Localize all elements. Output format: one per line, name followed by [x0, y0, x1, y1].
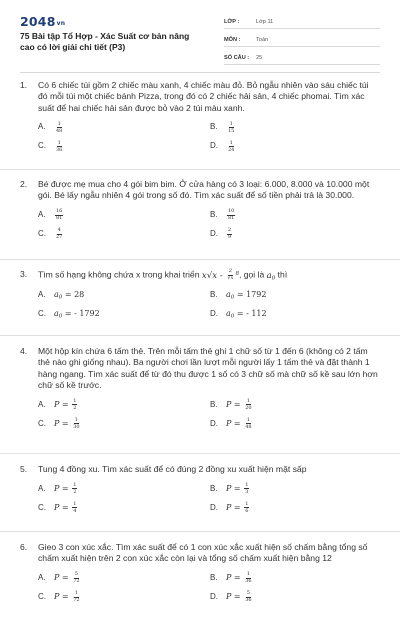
fraction — [72, 502, 77, 514]
answer-option-d[interactable] — [210, 414, 382, 433]
option-value — [54, 502, 78, 514]
fraction-denominator: 4 — [73, 507, 77, 514]
answer-option-b[interactable] — [210, 569, 382, 588]
option-expression: = - 1792 — [64, 309, 100, 319]
fraction-denominator: 81 — [228, 215, 235, 222]
option-letter: D. — [210, 418, 218, 428]
answer-option-a[interactable] — [38, 479, 210, 498]
option-letter: D. — [210, 591, 218, 601]
question-text-before: Tìm số hạng không chứa x trong khai triển — [38, 269, 200, 280]
meta-label: MÔN : — [224, 36, 241, 43]
fraction-numerator: 1 — [74, 590, 78, 597]
option-prefix: P = — [54, 399, 69, 409]
fraction — [227, 122, 235, 134]
site-logo[interactable] — [20, 14, 65, 31]
option-value — [226, 122, 236, 134]
option-letter: C. — [38, 418, 46, 428]
fraction — [244, 591, 252, 603]
question-number: 6. — [20, 542, 28, 552]
fraction-denominator: 27 — [56, 234, 63, 241]
option-letter: C. — [38, 309, 46, 319]
fraction — [244, 502, 249, 514]
answer-option-a[interactable] — [38, 395, 210, 414]
fraction-denominator: 36 — [245, 578, 252, 585]
meta-row-class — [224, 13, 380, 29]
answer-option-d[interactable] — [210, 588, 382, 607]
coefficient-symbol — [226, 309, 234, 321]
question-number: 5. — [20, 464, 28, 474]
fraction — [72, 572, 80, 584]
option-value — [54, 483, 78, 495]
option-value — [54, 591, 82, 603]
fraction — [72, 483, 77, 495]
question-2 — [0, 170, 400, 260]
fraction-denominator: 36 — [56, 146, 63, 153]
answer-option-d[interactable] — [210, 305, 382, 324]
option-letter: B. — [210, 572, 218, 582]
fraction-denominator: 3 — [245, 488, 249, 495]
fraction-numerator: 1 — [229, 139, 233, 146]
fraction-numerator: 1 — [246, 397, 250, 404]
fraction-numerator: 5 — [246, 590, 250, 597]
fraction-denominator: √x — [227, 275, 234, 281]
fraction — [244, 418, 252, 430]
option-prefix: P = — [226, 418, 241, 428]
var-subscript: 0 — [230, 294, 235, 301]
option-value — [54, 309, 100, 321]
option-value — [54, 572, 82, 584]
var-name: a — [54, 289, 59, 299]
option-value — [54, 418, 82, 430]
answer-option-b[interactable] — [210, 286, 382, 305]
option-value — [54, 141, 64, 153]
fraction-numerator: 1 — [246, 416, 250, 423]
fraction — [227, 141, 235, 153]
option-value — [226, 309, 267, 321]
coefficient-symbol — [267, 271, 276, 281]
option-letter: A. — [38, 483, 46, 493]
answer-options — [38, 479, 380, 517]
answer-option-c[interactable] — [38, 588, 210, 607]
fraction — [244, 399, 252, 411]
option-letter: A. — [38, 572, 46, 582]
option-value — [226, 572, 254, 584]
option-value — [54, 290, 84, 302]
option-expression: = 28 — [64, 290, 85, 300]
fraction-numerator: 1 — [73, 500, 77, 507]
fraction-denominator: 72 — [73, 578, 80, 585]
option-value — [226, 483, 250, 495]
answer-option-b[interactable] — [210, 395, 382, 414]
meta-value: Toán — [256, 36, 269, 43]
coefficient-symbol — [226, 290, 234, 302]
option-prefix: P = — [54, 502, 69, 512]
option-value — [54, 209, 64, 221]
expression-power: 8 — [235, 270, 239, 277]
answer-option-a[interactable] — [38, 118, 210, 137]
fraction-denominator: 30 — [73, 423, 80, 430]
fraction — [55, 141, 63, 153]
fraction-denominator: 20 — [245, 404, 252, 411]
fraction-denominator: 2 — [73, 488, 77, 495]
answer-option-d[interactable] — [210, 137, 382, 156]
fraction-denominator: 48 — [245, 423, 252, 430]
answer-option-b[interactable] — [210, 479, 382, 498]
fraction — [244, 483, 249, 495]
fraction — [72, 418, 80, 430]
fraction-denominator: 24 — [228, 146, 235, 153]
option-prefix: P = — [226, 483, 241, 493]
answer-option-a[interactable] — [38, 569, 210, 588]
option-letter: B. — [210, 290, 218, 300]
expression-minus: - — [219, 270, 223, 281]
question-text: Có 6 chiếc túi gồm 2 chiếc màu xanh, 4 chiếc màu đỏ. Bỏ ngẫu nhiên vào sáu chiếc túi đó mỗi túi một chiếc bánh Pizza, trong đó có 2 chiếc hải sản, 4 chiếc phomai. Tìm xác suất để hai chiếc hải sản được bỏ vào 2 túi màu xanh. — [38, 80, 369, 113]
option-prefix: P = — [226, 572, 241, 582]
option-letter: A. — [38, 209, 46, 219]
meta-value: Lớp 11 — [256, 18, 274, 25]
coefficient-symbol — [54, 309, 62, 321]
option-letter: C. — [38, 502, 46, 512]
var-subscript: 0 — [230, 313, 235, 320]
answer-options — [38, 118, 380, 156]
page-header — [0, 0, 400, 70]
fraction-numerator: 1 — [245, 500, 249, 507]
question-3 — [0, 260, 400, 336]
fraction-numerator: 1 — [74, 416, 78, 423]
question-1 — [0, 77, 400, 170]
var-subscript: 0 — [58, 313, 63, 320]
answer-option-c[interactable] — [38, 414, 210, 433]
option-expression: = - 112 — [236, 309, 267, 319]
fraction-denominator: 9 — [228, 234, 232, 241]
question-text: Tung 4 đồng xu. Tìm xác suất để có đúng 2 đồng xu xuất hiện mặt sấp — [38, 464, 307, 474]
meta-value: 25 — [256, 54, 263, 61]
fraction — [55, 122, 63, 134]
fraction-numerator: 4 — [57, 227, 61, 234]
fraction-numerator: 10 — [228, 208, 235, 215]
fraction-denominator: 2 — [73, 404, 77, 411]
option-expression: = 1792 — [236, 290, 267, 300]
option-letter: B. — [210, 122, 218, 132]
fraction — [227, 228, 232, 240]
option-prefix: P = — [54, 572, 69, 582]
option-letter: C. — [38, 228, 46, 238]
option-letter: D. — [210, 502, 218, 512]
option-letter: D. — [210, 309, 218, 319]
answer-option-a[interactable] — [38, 206, 210, 225]
answer-option-d[interactable] — [210, 225, 382, 244]
option-value — [54, 228, 64, 240]
option-value — [226, 209, 236, 221]
fraction-numerator: 1 — [245, 481, 249, 488]
var-subscript: 0 — [271, 275, 276, 281]
fraction-numerator: 2 — [228, 268, 233, 274]
var-subscript: 0 — [58, 294, 63, 301]
var-name: a — [54, 308, 59, 318]
answer-options — [38, 395, 380, 433]
answer-options — [38, 286, 380, 324]
question-6 — [0, 532, 400, 624]
option-value — [54, 399, 78, 411]
option-prefix: P = — [226, 399, 241, 409]
meta-label: SỐ CÂU : — [224, 54, 250, 61]
question-5 — [0, 454, 400, 532]
fraction — [226, 269, 234, 281]
answer-options — [38, 206, 380, 244]
fraction-numerator: 1 — [246, 571, 250, 578]
fraction-denominator: 48 — [56, 127, 63, 134]
question-number: 2. — [20, 179, 28, 189]
option-letter: A. — [38, 399, 46, 409]
fraction-numerator: 1 — [73, 481, 77, 488]
option-prefix: P = — [54, 591, 69, 601]
question-4 — [0, 336, 400, 454]
option-value — [226, 502, 250, 514]
option-letter: A. — [38, 290, 46, 300]
answer-option-c[interactable] — [38, 137, 210, 156]
fraction-denominator: 36 — [245, 597, 252, 604]
fraction-numerator: 1 — [57, 120, 61, 127]
fraction-denominator: 72 — [73, 597, 80, 604]
question-text-end: thì — [277, 269, 288, 280]
answer-option-b[interactable] — [210, 118, 382, 137]
logo-suffix: vn — [56, 20, 66, 27]
question-text: Một hộp kín chứa 6 tấm thẻ. Trên mỗi tấm thẻ ghi 1 chữ số từ 1 đến 6 (không có 2 tấm thẻ nào ghi giống nhau). Ba người chơi lần lượt mỗi người lấy 1 tấm thẻ và đặt thành 1 hàng ngang. Tìm xác suất để từ đó thu được 1 số có 3 chữ số mà chữ số kề sau lớn hơn chữ số kề trước. — [38, 346, 378, 391]
meta-row-subject — [224, 31, 380, 47]
logo-text: 2048 — [20, 14, 56, 29]
var-name: a — [226, 308, 231, 318]
question-number: 3. — [20, 269, 28, 279]
option-letter: A. — [38, 122, 46, 132]
fraction — [244, 572, 252, 584]
answer-option-c[interactable] — [38, 498, 210, 517]
fraction-denominator: 81 — [56, 215, 63, 222]
question-number: 1. — [20, 80, 28, 90]
fraction-numerator: 16 — [56, 208, 63, 215]
fraction-denominator: 15 — [228, 127, 235, 134]
option-prefix: P = — [54, 483, 69, 493]
option-prefix: P = — [226, 502, 241, 512]
option-value — [54, 122, 64, 134]
fraction-numerator: 1 — [229, 120, 233, 127]
document-title: 75 Bài tập Tổ Hợp - Xác Suất cơ bản nâng cao có lời giải chi tiết (P3) — [20, 31, 190, 53]
var-name: a — [226, 289, 231, 299]
question-text: Bé được mẹ mua cho 4 gói bim bim. Ở cửa hàng có 3 loại: 6.000, 8.000 và 10.000 một gói. Bé lấy ngẫu nhiên 4 gói trong số đó. Tìm xác suất để số tiền phải trả là 30.000. — [38, 179, 370, 201]
header-divider — [20, 72, 380, 73]
fraction-numerator: 2 — [228, 227, 232, 234]
option-value — [226, 399, 254, 411]
binomial-expression — [201, 268, 239, 281]
option-letter: B. — [210, 483, 218, 493]
option-letter: B. — [210, 209, 218, 219]
option-value — [226, 228, 233, 240]
coefficient-symbol — [54, 290, 62, 302]
answer-option-c[interactable] — [38, 225, 210, 244]
option-value — [226, 591, 254, 603]
option-prefix: P = — [54, 418, 69, 428]
answer-options — [38, 569, 380, 607]
document-meta — [224, 13, 380, 67]
option-letter: D. — [210, 141, 218, 151]
option-letter: D. — [210, 228, 218, 238]
answer-option-a[interactable] — [38, 286, 210, 305]
option-value — [226, 418, 254, 430]
fraction — [227, 209, 235, 221]
fraction-numerator: 1 — [73, 397, 77, 404]
meta-row-question-count — [224, 49, 380, 65]
answer-option-d[interactable] — [210, 498, 382, 517]
option-value — [226, 290, 266, 302]
fraction-numerator: 1 — [57, 139, 61, 146]
option-letter: C. — [38, 141, 46, 151]
answer-option-b[interactable] — [210, 206, 382, 225]
fraction-numerator: 5 — [74, 571, 78, 578]
question-number: 4. — [20, 346, 28, 356]
question-text-after: , gọi là — [238, 269, 265, 280]
expression-base: x√x — [201, 270, 218, 281]
fraction — [72, 591, 80, 603]
fraction — [55, 228, 63, 240]
question-list — [0, 77, 400, 624]
meta-label: LỚP : — [224, 18, 240, 25]
fraction-denominator: 6 — [245, 507, 249, 514]
fraction — [55, 209, 63, 221]
option-letter: C. — [38, 591, 46, 601]
question-text — [38, 269, 380, 282]
option-letter: B. — [210, 399, 218, 409]
answer-option-c[interactable] — [38, 305, 210, 324]
var-name: a — [266, 270, 272, 281]
option-value — [226, 141, 236, 153]
fraction — [72, 399, 77, 411]
option-prefix: P = — [226, 591, 241, 601]
question-text: Gieo 3 con xúc xắc. Tìm xác suất để có 1 con xúc xắc xuất hiện số chấm bằng tổng số chấm xuất hiện trên 2 con xúc xắc còn lại và tổng số chấm xuất hiện bằng 12 — [38, 542, 368, 564]
